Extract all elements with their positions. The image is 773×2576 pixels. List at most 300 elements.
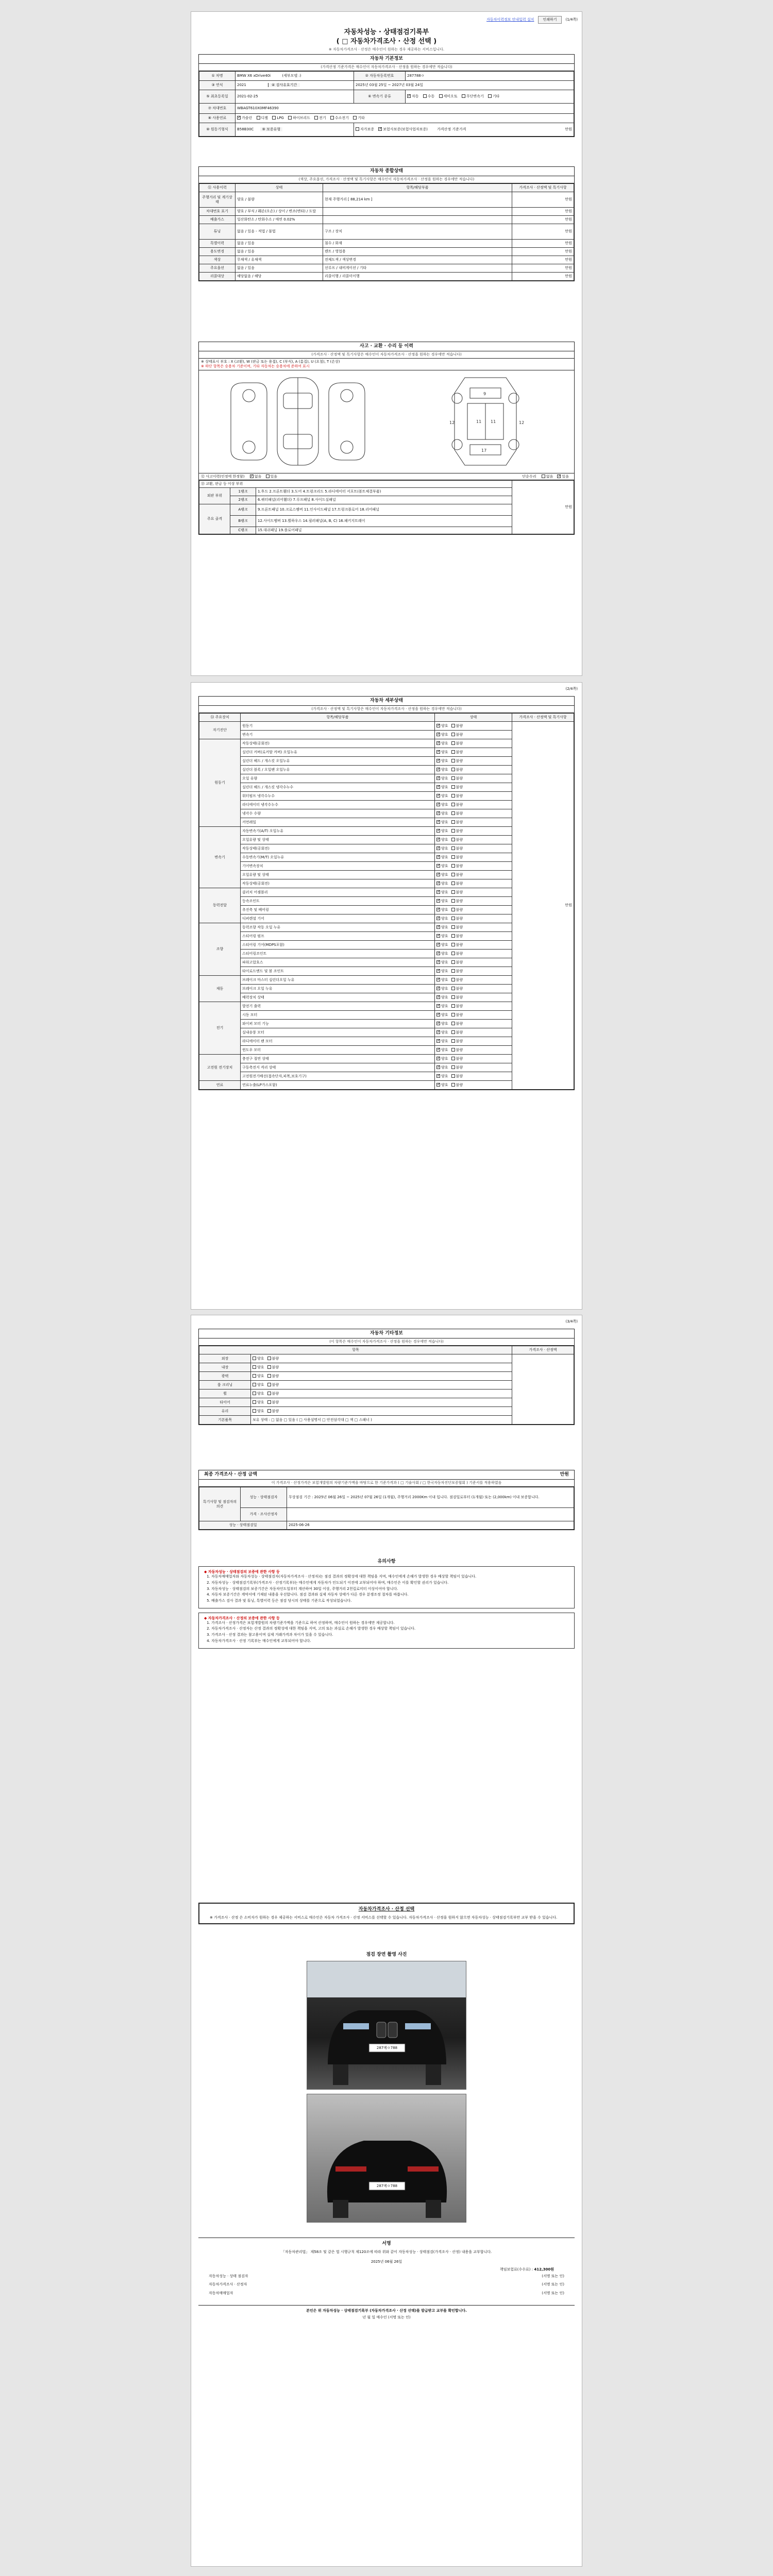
checkbox-icon[interactable] bbox=[436, 1022, 440, 1025]
checkbox-icon[interactable] bbox=[253, 1357, 256, 1360]
document-subtitle: ( □ 자동차가격조사 · 산정 선택 ) bbox=[336, 38, 437, 46]
row-state: 해당없음 / 해당 bbox=[236, 273, 323, 281]
device-item-label: 변속기 bbox=[241, 731, 435, 739]
checkbox-icon[interactable] bbox=[267, 1357, 271, 1360]
state-bad: 불량 bbox=[456, 951, 463, 956]
checkbox-icon[interactable] bbox=[267, 1365, 271, 1369]
device-item-state bbox=[435, 923, 512, 932]
checkbox-icon[interactable] bbox=[436, 855, 440, 859]
checkbox-icon[interactable] bbox=[436, 811, 440, 815]
row-detail: 렌트 / 영업용 bbox=[323, 248, 512, 256]
state-bad: 불량 bbox=[456, 1065, 463, 1070]
state-good: 양호 bbox=[441, 951, 448, 956]
checkbox-icon[interactable] bbox=[436, 1057, 440, 1060]
device-item-label: 오일 유량 bbox=[241, 774, 435, 783]
state-bad: 불량 bbox=[456, 872, 463, 877]
device-item-state bbox=[435, 853, 512, 862]
list-item: 4. 자동차 보증기간은 계약서에 기재된 내용을 우선합니다. 점검 결과와 실제 자동차 상태가 다른 경우 분쟁조정 절차를 따릅니다. bbox=[211, 1592, 569, 1597]
checkbox-icon[interactable] bbox=[436, 829, 440, 833]
checkbox-icon[interactable] bbox=[451, 943, 455, 946]
price-inspector-label: 자동차가격조사 · 산정자 bbox=[209, 2282, 247, 2287]
device-item-state bbox=[435, 941, 512, 950]
device-group-label: 제동 bbox=[199, 976, 241, 1002]
signature-date: 2025년 06월 26일 bbox=[371, 2260, 402, 2264]
basic-info-section bbox=[198, 54, 575, 137]
checkbox-icon[interactable] bbox=[436, 917, 440, 920]
state-good: 양호 bbox=[441, 846, 448, 851]
checkbox-icon[interactable] bbox=[436, 1074, 440, 1078]
state-good: 양호 bbox=[441, 855, 448, 859]
checkbox-icon[interactable] bbox=[451, 890, 455, 894]
inspector-label: 자동차성능 · 상태 점검자 bbox=[209, 2274, 248, 2278]
rankC-items: 15.대쉬패널 19.플로어패널 bbox=[256, 527, 512, 534]
state-bad: 불량 bbox=[456, 986, 463, 991]
rank2-items: 6.쿼터패널(리어휀더) 7.루프패널 8.사이드실패널 bbox=[256, 496, 512, 504]
model-value: BMW X6 xDrive40i bbox=[237, 74, 271, 78]
rank1-label: 1랭크 bbox=[230, 488, 256, 496]
checkbox-icon[interactable] bbox=[378, 127, 382, 131]
state-good: 양호 bbox=[441, 960, 448, 964]
state-good: 양호 bbox=[257, 1374, 264, 1378]
checkbox-icon[interactable] bbox=[436, 908, 440, 911]
row-state: 일산화탄소 / 탄화수소 / 매연 0.02% bbox=[236, 216, 323, 224]
checkbox-icon[interactable] bbox=[253, 1374, 256, 1378]
device-item-label: 라디에이터 냉각수누수 bbox=[241, 801, 435, 809]
checkbox-icon[interactable] bbox=[451, 960, 455, 964]
checkbox-icon[interactable] bbox=[353, 116, 357, 120]
device-item-label: 실린더 헤드 / 개스킷 냉각수누수 bbox=[241, 783, 435, 792]
state-good: 양호 bbox=[441, 802, 448, 807]
checkbox-icon[interactable] bbox=[237, 116, 241, 120]
row-detail: 현재 주행거리 [ 88,214 km ] bbox=[323, 192, 512, 208]
state-good: 양호 bbox=[441, 872, 448, 877]
price-basis-label: 가격산정 기준가격 bbox=[437, 127, 466, 132]
fuel-options bbox=[236, 114, 574, 123]
device-item-state bbox=[435, 801, 512, 809]
checkbox-icon[interactable] bbox=[436, 1004, 440, 1008]
checkbox-icon[interactable] bbox=[451, 1013, 455, 1016]
state-good: 양호 bbox=[441, 890, 448, 894]
state-bad: 불량 bbox=[456, 934, 463, 938]
checkbox-icon[interactable] bbox=[451, 846, 455, 850]
year-label: ③ 연식 bbox=[199, 81, 236, 90]
print-button[interactable]: 인쇄하기 bbox=[538, 16, 561, 24]
state-bad: 불량 bbox=[456, 1030, 463, 1035]
checkbox-icon[interactable] bbox=[436, 838, 440, 841]
checkbox-icon[interactable] bbox=[436, 759, 440, 762]
device-item-label: 추진축 및 베어링 bbox=[241, 906, 435, 914]
checkbox-icon[interactable] bbox=[451, 995, 455, 999]
checkbox-icon[interactable] bbox=[451, 741, 455, 745]
other-row-label: 룸 크리닝 bbox=[199, 1381, 251, 1389]
install-link[interactable]: 자동차이력정보 안내입력 설치 bbox=[486, 18, 534, 22]
checkbox-icon[interactable] bbox=[253, 1400, 256, 1404]
table-row bbox=[199, 208, 574, 216]
checkbox-icon[interactable] bbox=[266, 474, 270, 478]
checkbox-icon[interactable] bbox=[451, 908, 455, 911]
checkbox-icon[interactable] bbox=[436, 776, 440, 780]
rank1-items: 1.후드 2.프론트휀더 3.도어 4.트렁크리드 5.라디에이터 서포트(볼트체결부품) bbox=[256, 488, 512, 496]
state-good: 양호 bbox=[257, 1382, 264, 1387]
vin-label: ⑦ 차대번호 bbox=[199, 104, 236, 114]
checkbox-icon[interactable] bbox=[451, 724, 455, 727]
checkbox-icon[interactable] bbox=[451, 750, 455, 754]
checkbox-icon[interactable] bbox=[436, 1065, 440, 1069]
row-state: 무채색 / 유채색 bbox=[236, 256, 323, 264]
checkbox-icon[interactable] bbox=[436, 820, 440, 824]
warranty-opt: 자가보증 bbox=[360, 127, 375, 132]
car-diagram bbox=[199, 370, 574, 473]
valid-value: 2025년 03월 25일 ~ 2027년 03월 24일 bbox=[354, 81, 574, 90]
checkbox-icon[interactable] bbox=[436, 1083, 440, 1087]
state-good: 양호 bbox=[441, 969, 448, 973]
checkbox-icon[interactable] bbox=[436, 846, 440, 850]
state-good: 양호 bbox=[441, 732, 448, 737]
checkbox-icon[interactable] bbox=[451, 1065, 455, 1069]
checkbox-icon[interactable] bbox=[451, 776, 455, 780]
device-item-state bbox=[435, 774, 512, 783]
checkbox-icon[interactable] bbox=[451, 811, 455, 815]
trans-opt: 무단변속기 bbox=[466, 94, 484, 99]
basic-info-note: (가격산정 기준가격은 매수인이 자동차가격조사 · 산정을 원하는 경우에만 적습니다) bbox=[199, 64, 574, 71]
state-bad: 불량 bbox=[456, 802, 463, 807]
checkbox-icon[interactable] bbox=[451, 969, 455, 973]
device-item-label: 원동기 bbox=[241, 722, 435, 731]
checkbox-icon[interactable] bbox=[451, 820, 455, 824]
fuel-opt: 가솔린 bbox=[242, 116, 253, 121]
special-sub2: 가격 · 조사산정자 bbox=[241, 1508, 287, 1521]
state-good: 양호 bbox=[441, 1065, 448, 1070]
table-row bbox=[199, 256, 574, 264]
device-item-state bbox=[435, 1046, 512, 1055]
detail-col-item: 항목/해당부품 bbox=[241, 714, 435, 722]
checkbox-icon[interactable] bbox=[436, 1013, 440, 1016]
state-good: 양호 bbox=[441, 1012, 448, 1017]
device-group-label: 원동기 bbox=[199, 739, 241, 827]
state-good: 양호 bbox=[257, 1365, 264, 1369]
device-group-label: 조향 bbox=[199, 923, 241, 976]
checkbox-icon[interactable] bbox=[436, 952, 440, 955]
other-table bbox=[199, 1346, 574, 1425]
checkbox-icon[interactable] bbox=[451, 803, 455, 806]
signature-header: 서명 bbox=[382, 2241, 391, 2246]
checkbox-icon[interactable] bbox=[267, 1409, 271, 1413]
checkbox-icon[interactable] bbox=[436, 978, 440, 981]
checkbox-icon[interactable] bbox=[451, 1039, 455, 1043]
state-good: 양호 bbox=[441, 1030, 448, 1035]
page-number: (2/4쪽) bbox=[565, 687, 578, 691]
checkbox-icon[interactable] bbox=[436, 1048, 440, 1052]
checkbox-icon[interactable] bbox=[436, 987, 440, 990]
checkbox-icon[interactable] bbox=[436, 960, 440, 964]
history-opt: 있음 bbox=[270, 474, 278, 479]
row-label: 튜닝 bbox=[199, 224, 236, 240]
checkbox-icon[interactable] bbox=[267, 1392, 271, 1395]
svg-text:11: 11 bbox=[476, 419, 482, 424]
checkbox-icon[interactable] bbox=[436, 943, 440, 946]
state-bad: 불량 bbox=[456, 863, 463, 868]
rank2-label: 2랭크 bbox=[230, 496, 256, 504]
special-label: 특기사항 및 점검자의 의견 bbox=[199, 1487, 241, 1521]
checkbox-icon[interactable] bbox=[436, 890, 440, 894]
checkbox-icon[interactable] bbox=[542, 474, 545, 478]
checkbox-icon[interactable] bbox=[451, 855, 455, 859]
table-row bbox=[199, 722, 574, 731]
accident-note: (가격조사 · 산정액 및 특기사항은 매수인이 자동차가격조사 · 산정을 원하는 경우에만 적습니다) bbox=[199, 351, 574, 359]
checkbox-icon[interactable] bbox=[267, 1374, 271, 1378]
checkbox-icon[interactable] bbox=[451, 917, 455, 920]
other-row-label: 휠 bbox=[199, 1389, 251, 1398]
seal-text: (서명 또는 인) bbox=[542, 2274, 564, 2278]
trans-opt: 수동 bbox=[427, 94, 435, 99]
checkbox-icon[interactable] bbox=[436, 724, 440, 727]
checkbox-icon[interactable] bbox=[267, 1383, 271, 1386]
price-basis-unit: 만원 bbox=[565, 127, 572, 132]
state-good: 양호 bbox=[441, 820, 448, 824]
checkbox-icon[interactable] bbox=[451, 873, 455, 876]
device-item-state bbox=[435, 818, 512, 827]
checkbox-icon[interactable] bbox=[451, 1022, 455, 1025]
device-group-label: 고전원 전기장치 bbox=[199, 1055, 241, 1081]
state-bad: 불량 bbox=[456, 969, 463, 973]
checkbox-icon[interactable] bbox=[451, 925, 455, 929]
checkbox-icon[interactable] bbox=[436, 934, 440, 938]
checkbox-icon[interactable] bbox=[436, 794, 440, 798]
state-good: 양호 bbox=[441, 776, 448, 781]
checkbox-icon[interactable] bbox=[330, 116, 334, 120]
device-item-state bbox=[435, 967, 512, 976]
detail-header: 자동차 세부상태 bbox=[199, 697, 574, 706]
checkbox-icon[interactable] bbox=[451, 794, 455, 798]
state-bad: 불량 bbox=[456, 977, 463, 982]
state-bad: 불량 bbox=[456, 960, 463, 964]
checkbox-icon[interactable] bbox=[451, 934, 455, 938]
state-bad: 불량 bbox=[456, 1047, 463, 1052]
fee-label: 책임보험료(수수료) : bbox=[499, 2267, 533, 2272]
photo-section bbox=[198, 1952, 575, 2227]
detail-price-unit: 만원 bbox=[512, 722, 574, 1090]
accident-parts-table bbox=[199, 480, 574, 534]
parts-label: ⑬ 교환, 판금 등 이상 부위 bbox=[199, 481, 512, 488]
checkbox-icon[interactable] bbox=[451, 952, 455, 955]
title-note: ※ 자동차가격조사 · 산정은 매수인이 원하는 경우 제공하는 서비스입니다. bbox=[328, 47, 445, 52]
state-good: 양호 bbox=[441, 723, 448, 728]
checkbox-icon[interactable] bbox=[314, 116, 318, 120]
other-row-label: 외장 bbox=[199, 1354, 251, 1363]
device-item-state bbox=[435, 976, 512, 985]
svg-text:12: 12 bbox=[519, 420, 525, 425]
state-good: 양호 bbox=[441, 1082, 448, 1087]
row-detail: 리콜이행 / 리콜미이행 bbox=[323, 273, 512, 281]
device-item-label: 냉각수 수량 bbox=[241, 809, 435, 818]
state-good: 양호 bbox=[441, 811, 448, 816]
checkbox-icon[interactable] bbox=[462, 94, 465, 98]
checkbox-icon[interactable] bbox=[451, 899, 455, 903]
checkbox-icon[interactable] bbox=[451, 1030, 455, 1034]
checkbox-icon[interactable] bbox=[451, 785, 455, 789]
checkbox-icon[interactable] bbox=[436, 873, 440, 876]
checkbox-icon[interactable] bbox=[451, 864, 455, 868]
top-toolbar bbox=[486, 16, 578, 24]
device-item-label: 오일유량 및 상태 bbox=[241, 871, 435, 879]
state-bad: 불량 bbox=[456, 907, 463, 912]
checkbox-icon[interactable] bbox=[451, 768, 455, 771]
car-frame-diagram-icon bbox=[418, 372, 552, 470]
checkbox-icon[interactable] bbox=[436, 864, 440, 868]
state-bad: 불량 bbox=[272, 1374, 279, 1378]
checkbox-icon[interactable] bbox=[436, 995, 440, 999]
seal-text: (서명 또는 인) bbox=[542, 2282, 564, 2287]
state-good: 양호 bbox=[441, 934, 448, 938]
checkbox-icon[interactable] bbox=[451, 838, 455, 841]
seller-sign-row bbox=[198, 2289, 575, 2298]
state-good: 양호 bbox=[441, 1047, 448, 1052]
checkbox-icon[interactable] bbox=[267, 1400, 271, 1404]
device-item-label: 디퍼렌셜 기어 bbox=[241, 914, 435, 923]
engine-label: ⑩ 원동기형식 bbox=[199, 123, 236, 137]
confirm-text: ※ 가격조사 · 산정 은 소비자가 원하는 경우 제공하는 서비스로 매수인은 자동차 가격조사 · 산정 서비스를 선택할 수 있습니다. 자동차가격조사 · 산정을 원하지 않으면 자동차성능 · 상태점검기록부만 교부 받을 수 있습니다. bbox=[210, 1916, 558, 1920]
state-good: 양호 bbox=[441, 1021, 448, 1026]
checkbox-icon[interactable] bbox=[436, 803, 440, 806]
state-bad: 불량 bbox=[456, 837, 463, 842]
other-row-state bbox=[251, 1381, 512, 1389]
trans-options bbox=[406, 90, 574, 104]
checkbox-icon[interactable] bbox=[436, 785, 440, 789]
first-reg-value: 2021-02-25 bbox=[236, 90, 354, 104]
checkbox-icon[interactable] bbox=[451, 882, 455, 885]
seller-notice-box bbox=[198, 1613, 575, 1649]
state-bad: 불량 bbox=[456, 1012, 463, 1017]
device-group-label: 연료 bbox=[199, 1081, 241, 1090]
device-item-label: 실린더 커버(로커암 커버) 오일누유 bbox=[241, 748, 435, 757]
checkbox-icon[interactable] bbox=[253, 1392, 256, 1395]
device-item-label: 발전기 출력 bbox=[241, 1002, 435, 1011]
row-detail: 선루프 / 내비게이션 / 기타 bbox=[323, 264, 512, 273]
checkbox-icon[interactable] bbox=[451, 987, 455, 990]
checkbox-icon[interactable] bbox=[253, 1365, 256, 1369]
basic-items-label: 기본품목 bbox=[199, 1416, 251, 1425]
accident-legend: ※ 상태표시 부호 : X (교환), W (판금 또는 용접), C (부식), A (흠집), U (요철), T (손상) bbox=[201, 360, 340, 364]
device-item-state bbox=[435, 906, 512, 914]
checkbox-icon[interactable] bbox=[250, 474, 254, 478]
device-group-label: 전기 bbox=[199, 1002, 241, 1055]
final-header: 최종 가격조사 · 산정 금액 bbox=[204, 1472, 257, 1477]
checkbox-icon[interactable] bbox=[451, 1057, 455, 1060]
general-col-item: ⑪ 사용이력 bbox=[199, 184, 236, 192]
table-row bbox=[199, 192, 574, 208]
checkbox-icon[interactable] bbox=[451, 759, 455, 762]
checkbox-icon[interactable] bbox=[423, 94, 427, 98]
rear-photo bbox=[307, 2094, 466, 2223]
checkbox-icon[interactable] bbox=[407, 94, 411, 98]
checkbox-icon[interactable] bbox=[436, 741, 440, 745]
checkbox-icon[interactable] bbox=[436, 733, 440, 736]
general-header: 자동차 종합상태 bbox=[199, 167, 574, 176]
table-row bbox=[199, 264, 574, 273]
model-label: ① 차명 bbox=[199, 72, 236, 81]
device-item-state bbox=[435, 757, 512, 766]
rear-plate: 287메ㅇ788 bbox=[376, 2184, 398, 2189]
detail-col-state: 상태 bbox=[435, 714, 512, 722]
signature-footer2: 년 월 일 매수인 (서명 또는 인) bbox=[362, 2315, 411, 2319]
parts-price-unit: 만원 bbox=[512, 481, 574, 534]
checkbox-icon[interactable] bbox=[436, 1039, 440, 1043]
state-bad: 불량 bbox=[456, 916, 463, 921]
device-item-label: 기어변속장치 bbox=[241, 862, 435, 871]
checkbox-icon[interactable] bbox=[488, 94, 492, 98]
checkbox-icon[interactable] bbox=[272, 116, 276, 120]
other-price bbox=[512, 1354, 574, 1425]
device-item-label: 작동상태(공회전) bbox=[241, 879, 435, 888]
general-col-state: 상태 bbox=[236, 184, 323, 192]
state-good: 양호 bbox=[441, 986, 448, 991]
device-item-label: 동력조향 작동 오일 누유 bbox=[241, 923, 435, 932]
state-good: 양호 bbox=[441, 899, 448, 903]
table-row bbox=[199, 273, 574, 281]
checkbox-icon[interactable] bbox=[257, 116, 260, 120]
checkbox-icon[interactable] bbox=[253, 1409, 256, 1413]
checkbox-icon[interactable] bbox=[436, 1030, 440, 1034]
checkbox-icon[interactable] bbox=[356, 127, 359, 131]
checkbox-icon[interactable] bbox=[451, 978, 455, 981]
vin-value: WBAGT610X0MF46390 bbox=[236, 104, 574, 114]
row-unit: 만원 bbox=[512, 264, 574, 273]
state-bad: 불량 bbox=[272, 1382, 279, 1387]
checkbox-icon[interactable] bbox=[436, 768, 440, 771]
row-detail bbox=[323, 216, 512, 224]
frame-label: 주요 골격 bbox=[199, 504, 230, 534]
svg-text:11: 11 bbox=[491, 419, 496, 424]
state-bad: 불량 bbox=[272, 1400, 279, 1404]
row-label: 리콜대상 bbox=[199, 273, 236, 281]
state-bad: 불량 bbox=[456, 899, 463, 903]
checkbox-icon[interactable] bbox=[436, 899, 440, 903]
checkbox-icon[interactable] bbox=[451, 829, 455, 833]
checkbox-icon[interactable] bbox=[451, 1048, 455, 1052]
device-item-state bbox=[435, 993, 512, 1002]
checkbox-icon[interactable] bbox=[436, 882, 440, 885]
checkbox-icon[interactable] bbox=[288, 116, 292, 120]
row-detail bbox=[323, 208, 512, 216]
checkbox-icon[interactable] bbox=[436, 750, 440, 754]
checkbox-icon[interactable] bbox=[557, 474, 561, 478]
device-item-state bbox=[435, 1020, 512, 1028]
device-item-state bbox=[435, 862, 512, 871]
checkbox-icon[interactable] bbox=[436, 925, 440, 929]
state-bad: 불량 bbox=[456, 1004, 463, 1008]
device-item-state bbox=[435, 914, 512, 923]
state-good: 양호 bbox=[441, 916, 448, 921]
buyer-notice-list bbox=[204, 1574, 569, 1603]
state-good: 양호 bbox=[441, 793, 448, 798]
reg-value: 287788ㅇ bbox=[406, 72, 574, 81]
checkbox-icon[interactable] bbox=[439, 94, 443, 98]
state-bad: 불량 bbox=[456, 811, 463, 816]
checkbox-icon[interactable] bbox=[451, 1004, 455, 1008]
checkbox-icon[interactable] bbox=[451, 1083, 455, 1087]
state-bad: 불량 bbox=[456, 820, 463, 824]
row-state: 양호 / 불량 bbox=[236, 192, 323, 208]
checkbox-icon[interactable] bbox=[253, 1383, 256, 1386]
row-detail: 침수 / 화재 bbox=[323, 240, 512, 248]
other-row-state bbox=[251, 1407, 512, 1416]
checkbox-icon[interactable] bbox=[436, 969, 440, 973]
signature-footer: 본인은 위 자동차성능 · 상태점검기록부 (자동차가격조사 · 산정 선택)를 발급받고 교부를 확인합니다. bbox=[198, 2305, 575, 2313]
device-item-label: 시동 모터 bbox=[241, 1011, 435, 1020]
car-front-image-icon bbox=[307, 1961, 466, 2090]
checkbox-icon[interactable] bbox=[451, 733, 455, 736]
checkbox-icon[interactable] bbox=[451, 1074, 455, 1078]
